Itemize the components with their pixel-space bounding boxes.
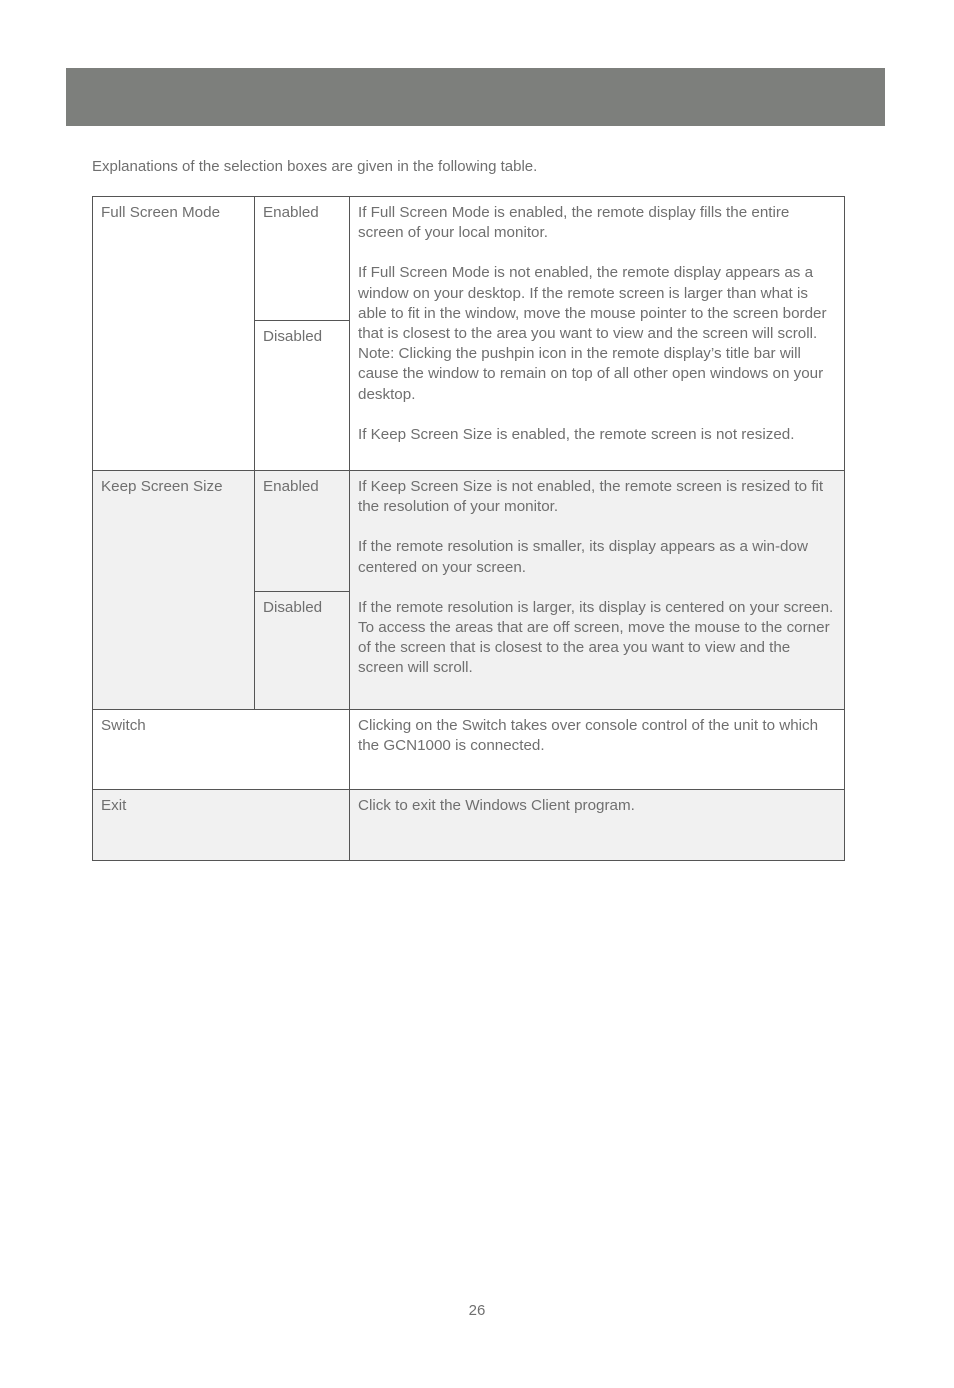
option-description [350, 471, 845, 710]
header-bar [66, 68, 885, 126]
option-name: Keep Screen Size [93, 471, 255, 710]
table-row [93, 197, 845, 321]
intro-text: Explanations of the selection boxes are given in the following table. [92, 158, 538, 175]
option-state: Enabled [255, 197, 350, 321]
option-description: Clicking on the Switch takes over console control of the unit to which the GCN1000 is connected. [350, 710, 845, 790]
page-number: 26 [468, 1302, 486, 1319]
description-paragraph: If the remote resolution is larger, its display is centered on your screen. To access the areas that are off screen, move the mouse to the corner of the screen that is closest to the area you want to view and the screen will scroll. [358, 598, 834, 677]
options-table [92, 196, 845, 861]
description-paragraph: If Keep Screen Size is enabled, the remote screen is not resized. [358, 425, 795, 443]
option-description: Click to exit the Windows Client program. [350, 790, 845, 861]
option-state: Disabled [255, 321, 350, 471]
option-name: Switch [93, 710, 350, 790]
description-paragraph: If Keep Screen Size is not enabled, the remote screen is resized to fit the resolution of your monitor. [358, 478, 824, 516]
option-state: Enabled [255, 471, 350, 592]
description-paragraph: If Full Screen Mode is not enabled, the remote display appears as a window on your desktop. If the remote screen is larger than what is able to fit in the window, move the mouse pointer to the screen border that is closest to the area you want to view and the screen will scroll. Note: Clicking the pushpin icon in the remote display’s title bar will cause the window to remain on top of all other open windows on your desktop. [358, 264, 827, 403]
table-row [93, 790, 845, 861]
description-paragraph: If the remote resolution is smaller, its display appears as a win-dow centered on your screen. [358, 538, 808, 576]
option-name: Exit [93, 790, 350, 861]
option-name: Full Screen Mode [93, 197, 255, 471]
option-state: Disabled [255, 592, 350, 710]
table-row [93, 710, 845, 790]
option-description [350, 197, 845, 471]
description-paragraph: If Full Screen Mode is enabled, the remote display fills the entire screen of your local monitor. [358, 204, 790, 242]
table-row [93, 471, 845, 592]
